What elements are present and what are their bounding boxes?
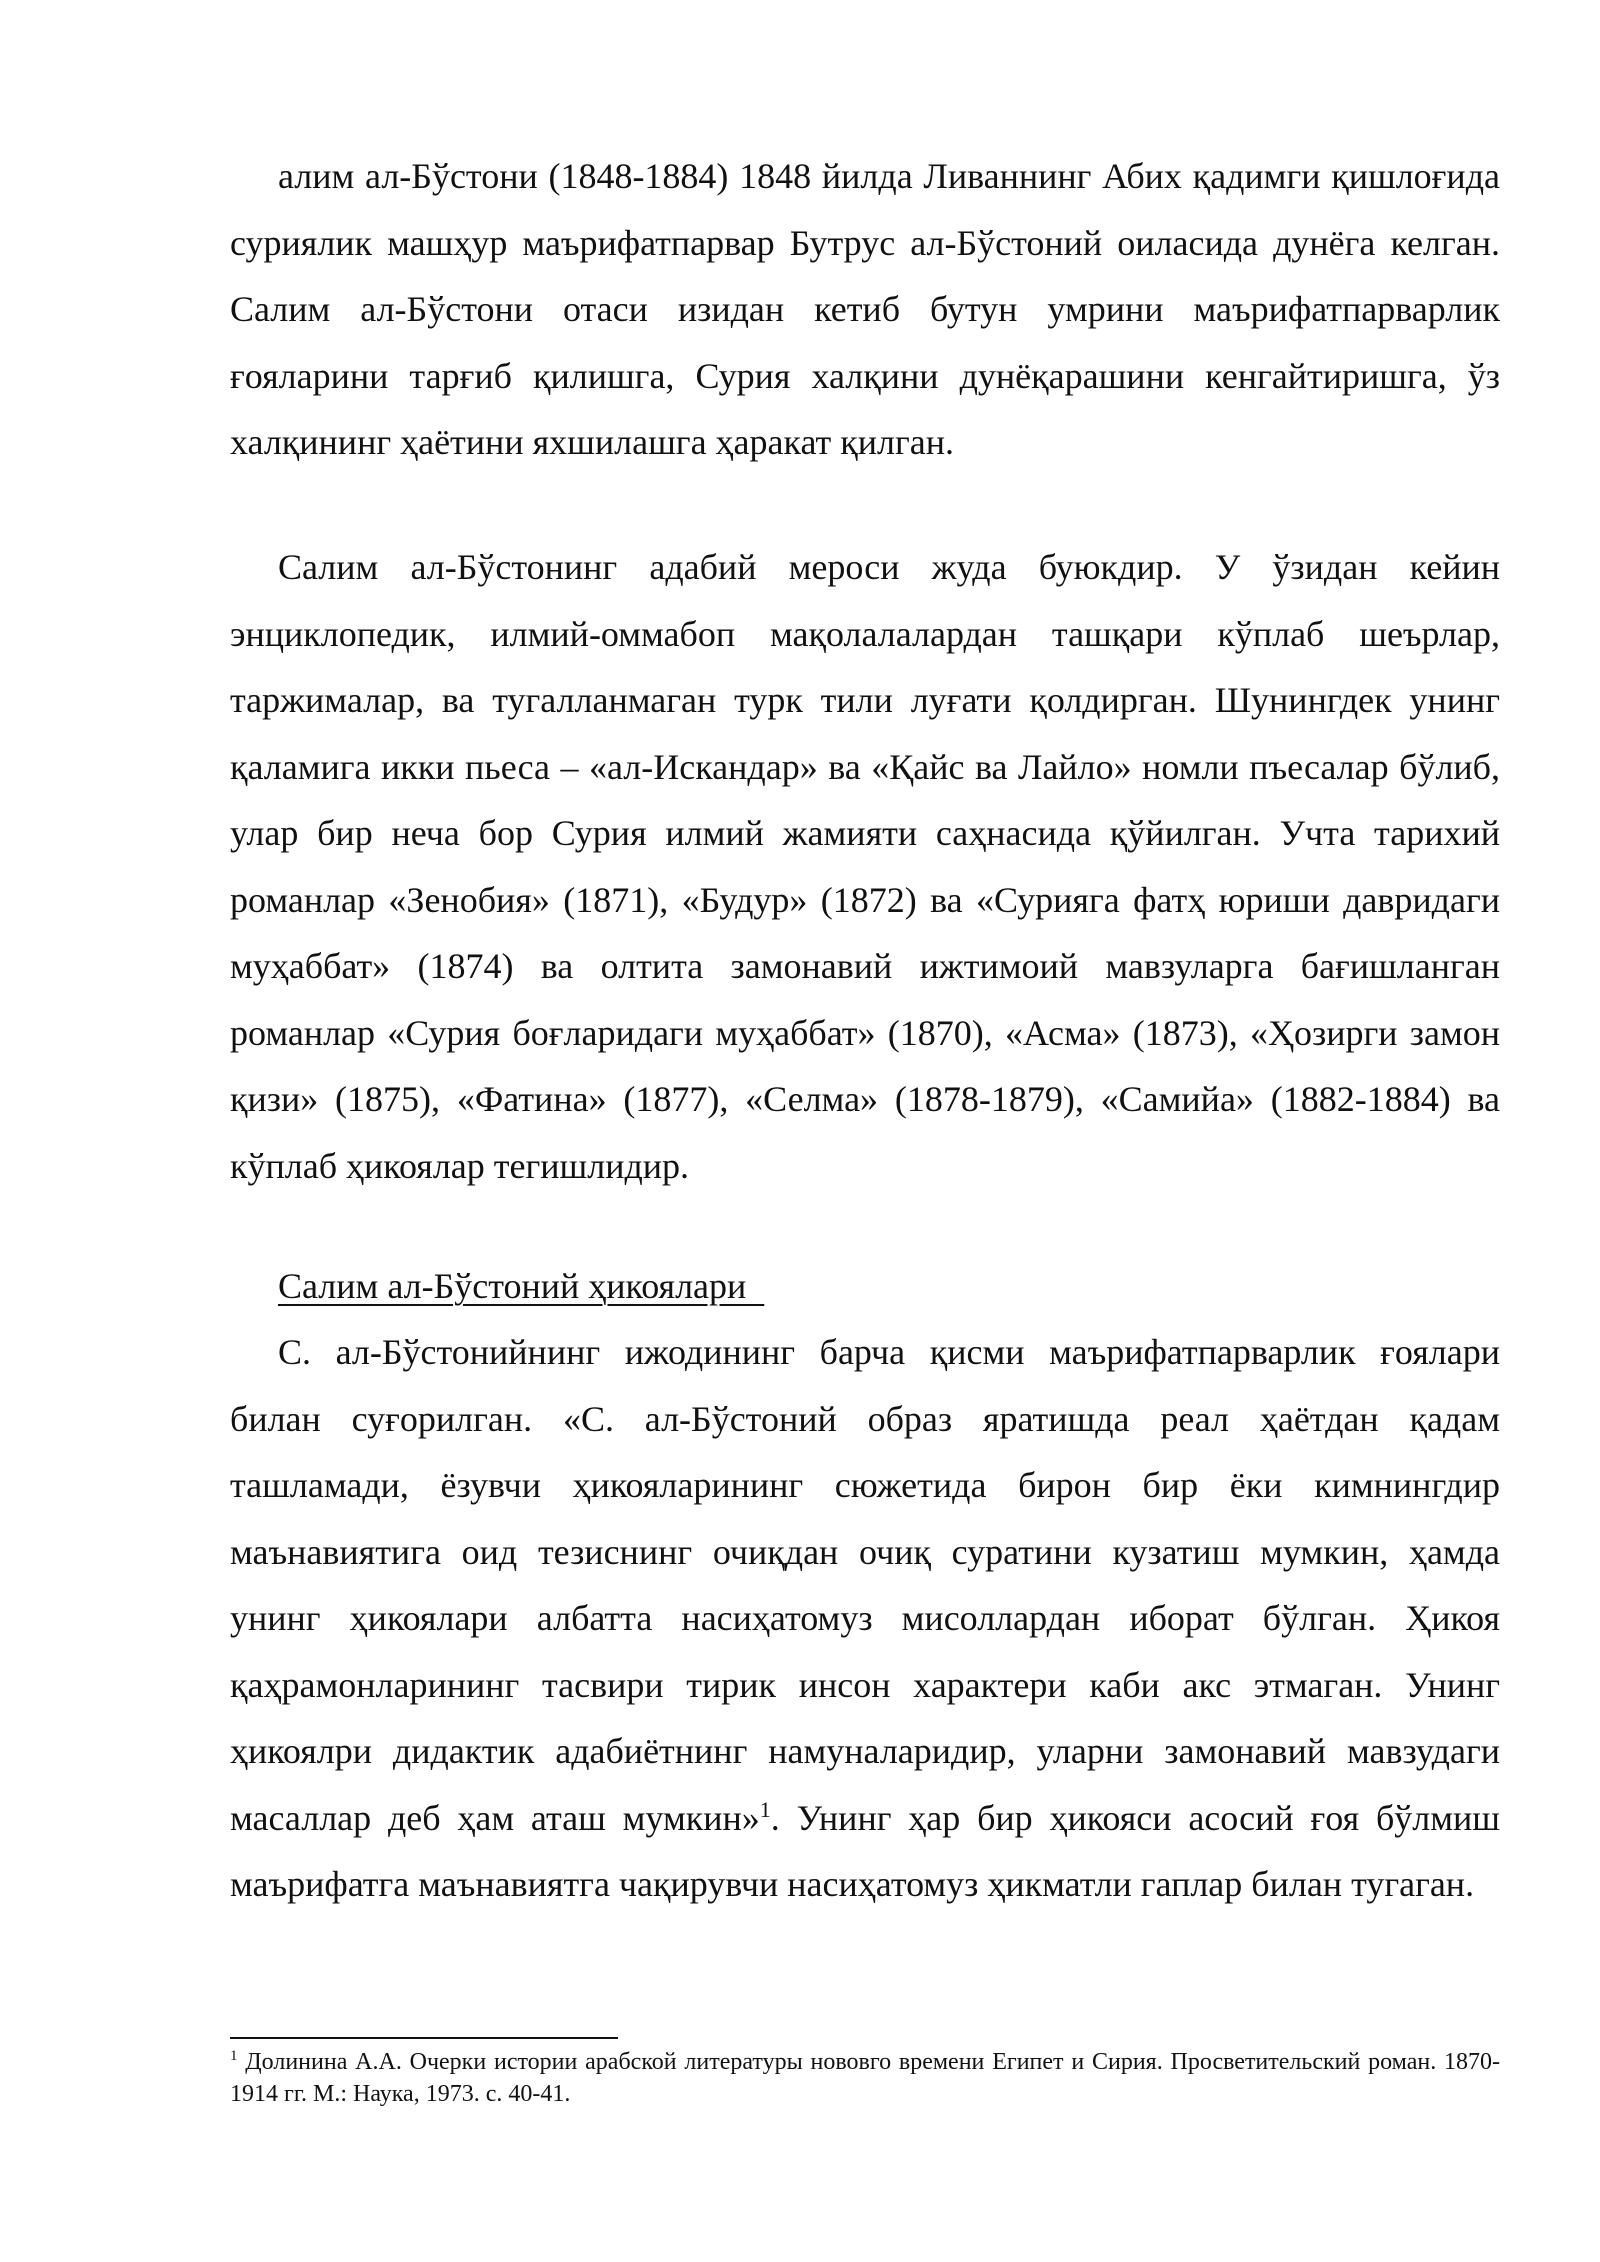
footnote-reference[interactable]: 1 xyxy=(759,1796,771,1822)
paragraph-literary-heritage-text: Салим ал-Бўстонинг адабий мероси жуда буюкдир. У ўзидан кейин энциклопедик, илмий-оммабоп мақолалалардан ташқари кўплаб шеърлар, таржималар, ва тугалланмаган турк тили луғати қолдирган. Шунингдек унинг қаламига икки пьеса – «ал-Искандар» ва «Қайс ва Лайло» номли пъесалар бўлиб, улар бир неча бор Сурия илмий жамияти саҳнасида қўйилган. Учта тарихий романлар «Зенобия» (1871), «Будур» (1872) ва «Сурияга фатҳ юриши давридаги муҳаббат» (1874) ва олтита замонавий ижтимоий мавзуларга бағишланган романлар «Сурия боғларидаги муҳаббат» (1870), «Асма» (1873), «Ҳозирги замон қизи» (1875), «Фатина» (1877), «Селма» (1878-1879), «Самийа» (1882-1884) ва кўплаб ҳикоялар тегишлидир. xyxy=(230,547,1500,1186)
paragraph-stories xyxy=(230,1319,1500,1918)
paragraph-literary-heritage xyxy=(230,534,1500,1199)
paragraph-stories-text-start: С. ал-Бўстонийнинг ижодининг барча қисми маърифатпарварлик ғоялари билан суғорилган. «С. ал-Бўстоний образ яратишда реал ҳаётдан қадам ташламади, ёзувчи ҳикояларининг сюжетида бирон бир ёки кимнингдир маънавиятига оид тезиснинг очиқдан очиқ суратини кузатиш мумкин, ҳамда унинг ҳикоялари албатта насиҳатомуз мисоллардан иборат бўлган. Ҳикоя қаҳрамонларининг тасвири тирик инсон характери каби акс этмаган. Унинг ҳикоялри дидактик адабиётнинг намуналаридир, уларни замонавий мавзудаги масаллар деб ҳам аташ мумкин» xyxy=(230,1332,1500,1838)
footnote xyxy=(230,2046,1500,2110)
paragraph-biography xyxy=(230,143,1500,476)
footnote-text: Долинина А.А. Очерки истории арабской литературы нововго времени Египет и Сирия. Просветительский роман. 1870-1914 гг. М.: Наука, 1973. с. 40-41. xyxy=(230,2049,1500,2107)
paragraph-stories-text-end: . Унинг ҳар бир ҳикояси асосий ғоя бўлмиш маърифатга маънавиятга чақирувчи насиҳатомуз ҳикматли гаплар билан тугаган. xyxy=(230,1797,1500,1904)
footnote-marker: 1 xyxy=(230,2048,238,2064)
section-heading xyxy=(230,1253,1500,1320)
paragraph-biography-text: алим ал-Бўстони (1848-1884) 1848 йилда Ливаннинг Абих қадимги қишлоғида суриялик машҳур маърифатпарвар Бутрус ал-Бўстоний оиласида дунёга келган. Салим ал-Бўстони отаси изидан кетиб бутун умрини маърифатпарварлик ғояларини тарғиб қилишга, Сурия халқини дунёқарашини кенгайтиришга, ўз халқининг ҳаётини яхшилашга ҳаракат қилган. xyxy=(230,156,1500,462)
section-heading-text: Салим ал-Бўстоний ҳикоялари xyxy=(278,1266,765,1306)
footnote-separator xyxy=(230,2037,618,2039)
